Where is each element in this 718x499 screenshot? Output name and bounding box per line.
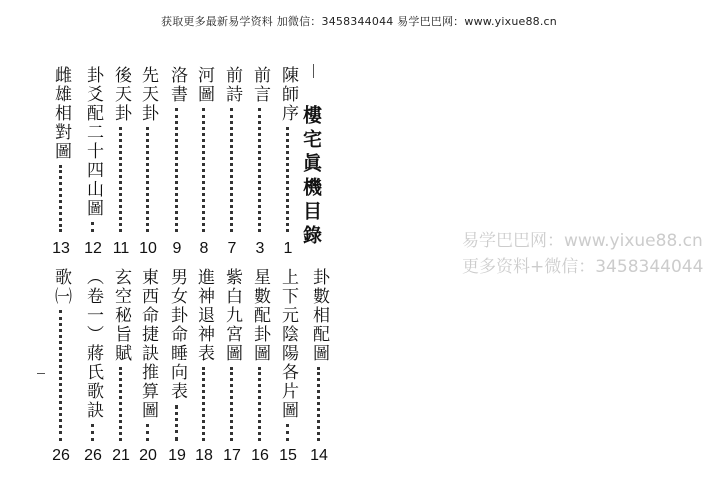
toc-entry-title: 玄空秘旨賦	[111, 268, 131, 363]
toc-page-number: 8	[199, 240, 209, 257]
toc-page-number: 13	[52, 240, 70, 257]
toc-entry-title: 陳師序	[278, 66, 298, 123]
dotted-leader	[317, 367, 320, 441]
toc-page-number: 18	[195, 447, 213, 464]
toc-page-number: 21	[112, 447, 130, 464]
dotted-leader	[202, 367, 205, 441]
toc-page-number: 14	[310, 447, 328, 464]
dotted-leader	[202, 108, 205, 232]
toc-entry-title: 男女卦命睡向表	[167, 268, 187, 401]
toc-entry-title: （卷一）蔣氏歌訣	[83, 268, 103, 420]
dotted-leader	[119, 127, 122, 232]
margin-mark-top	[313, 64, 314, 78]
toc-page-number: 10	[139, 240, 157, 257]
dotted-leader	[175, 108, 178, 232]
book-title: 樓宅眞機目錄	[300, 105, 322, 249]
dotted-leader	[146, 127, 149, 232]
toc-entry-title: 卦數相配圖	[309, 268, 329, 363]
toc-page-number: 12	[84, 240, 102, 257]
toc-entry-title: 雌雄相對圖	[51, 66, 71, 161]
toc-page-number: 7	[227, 240, 237, 257]
toc-page-number: 19	[168, 447, 186, 464]
header-text: 获取更多最新易学资料 加微信：3458344044 易学巴巴网：www.yixue88.cn	[161, 15, 557, 28]
toc-entry-title: 先天卦	[138, 66, 158, 123]
toc-page-number: 20	[139, 447, 157, 464]
dotted-leader	[59, 310, 62, 441]
toc-page-number: 26	[52, 447, 70, 464]
dotted-leader	[230, 367, 233, 441]
toc-entry-title: 卦爻配二十四山圖	[83, 66, 103, 218]
toc-entry-title: 歌㈠	[51, 268, 71, 306]
dotted-leader	[230, 108, 233, 232]
toc-page-number: 15	[279, 447, 297, 464]
toc-page-number: 26	[84, 447, 102, 464]
toc-entry-title: 後天卦	[111, 66, 131, 123]
watermark-line-2: 更多资料+微信：3458344044	[462, 257, 704, 277]
dotted-leader	[175, 405, 178, 441]
toc-page-number: 11	[112, 240, 130, 257]
dotted-leader	[146, 424, 149, 441]
toc-page-number: 17	[223, 447, 241, 464]
dotted-leader	[119, 367, 122, 441]
toc-entry-title: 前詩	[222, 66, 242, 104]
dotted-leader	[286, 424, 289, 441]
toc-page-number: 16	[251, 447, 269, 464]
margin-mark-bottom	[37, 373, 45, 374]
toc-page-number: 1	[283, 240, 293, 257]
dotted-leader	[258, 108, 261, 232]
dotted-leader	[91, 424, 94, 441]
toc-entry-title: 上下元陰陽各片圖	[278, 268, 298, 420]
toc-entry-title: 洛書	[167, 66, 187, 104]
toc-entry-title: 星數配卦圖	[250, 268, 270, 363]
dotted-leader	[59, 165, 62, 232]
dotted-leader	[91, 222, 94, 232]
dotted-leader	[258, 367, 261, 441]
dotted-leader	[286, 127, 289, 232]
toc-entry-title: 進神退神表	[194, 268, 214, 363]
toc-entry-title: 東西命捷訣推算圖	[138, 268, 158, 420]
toc-page-number: 3	[255, 240, 265, 257]
toc-entry-title: 紫白九宮圖	[222, 268, 242, 363]
toc-entry-title: 前言	[250, 66, 270, 104]
toc-entry-title: 河圖	[194, 66, 214, 104]
toc-page-number: 9	[172, 240, 182, 257]
watermark-line-1: 易学巴巴网：www.yixue88.cn	[462, 231, 703, 251]
